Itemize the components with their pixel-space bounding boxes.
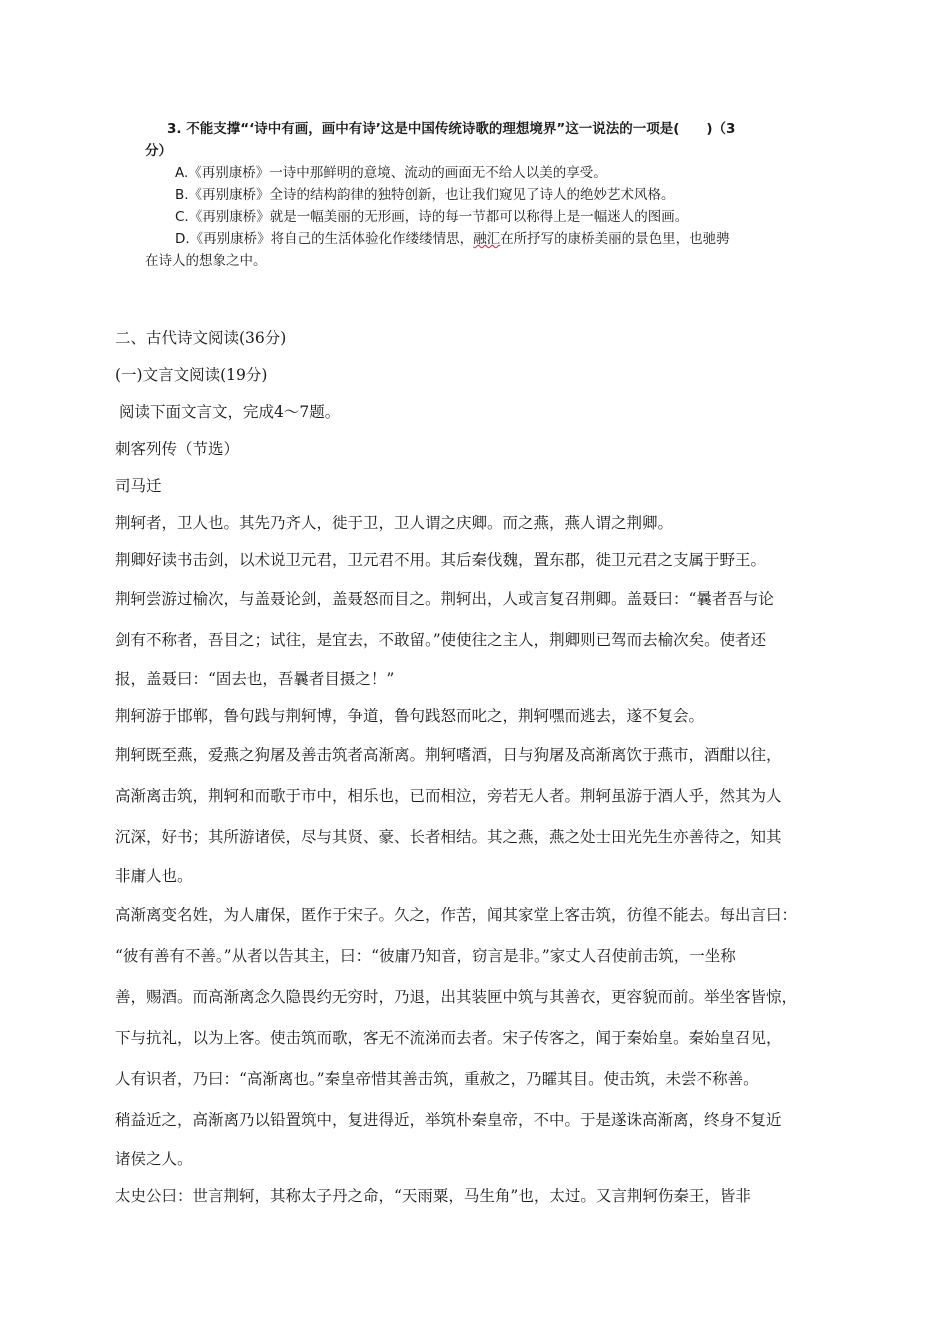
option-d-continued: 在诗人的想象之中。 (145, 253, 267, 269)
section-title: 二、古代诗文阅读(36分) (115, 329, 287, 347)
paragraph-5-line: 非庸人也。 (115, 867, 193, 885)
paragraph-6-line: “彼有善有不善。”从者以告其主，曰：“彼庸乃知音，窃言是非。”家丈人召使前击筑，一坐称 (115, 947, 736, 965)
paragraph-2: 荆卿好读书击剑，以术说卫元君，卫元君不用。其后秦伐魏，置东郡，徙卫元君之支属于野王。 (115, 551, 767, 569)
paragraph-6-line: 稍益近之，高渐离乃以铅置筑中，复进得近，举筑朴秦皇帝，不中。于是遂诛高渐离，终身不复近 (115, 1111, 782, 1129)
paragraph-7-line: 太史公曰：世言荆轲，其称太子丹之命，“天雨粟，马生角”也，太过。又言荆轲伤秦王，皆非 (115, 1187, 751, 1205)
paragraph-5-line: 荆轲既至燕，爱燕之狗屠及善击筑者高渐离。荆轲嗜酒，日与狗屠及高渐离饮于燕市，酒酣以往， (115, 746, 782, 764)
option-d (145, 228, 805, 250)
paragraph-3-line: 荆轲尝游过榆次，与盖聂论剑，盖聂怒而目之。荆轲出，人或言复召荆卿。盖聂曰：“曩者吾与论 (115, 590, 774, 608)
section-subtitle: (一)文言文阅读(19分) (115, 366, 268, 384)
paragraph-3-line: 剑有不称者，吾目之；试往，是宜去，不敢留。”使使往之主人，荆卿则已驾而去榆次矣。使者还 (115, 631, 767, 649)
text-title: 刺客列传（节选） (115, 440, 240, 458)
option-b: B.《再别康桥》全诗的结构韵律的独特创新，也让我们窥见了诗人的绝妙艺术风格。 (175, 187, 675, 203)
spellcheck-mark: 融汇 (473, 231, 501, 247)
option-d-text-cont: 在所抒写的康桥美丽的景色里，也驰骋 (500, 231, 730, 247)
paragraph-1: 荆轲者，卫人也。其先乃齐人，徙于卫，卫人谓之庆卿。而之燕，燕人谓之荆卿。 (115, 514, 674, 532)
question-3-stem-continued: 分） (145, 143, 172, 159)
paragraph-6-line: 诸侯之人。 (115, 1150, 193, 1168)
paragraph-5-line: 高渐离击筑，荆轲和而歌于市中，相乐也，已而相泣，旁若无人者。荆轲虽游于酒人乎，然其为人 (115, 787, 782, 805)
paragraph-4: 荆轲游于邯郸，鲁句践与荆轲博，争道，鲁句践怒而叱之，荆轲嘿而逃去，遂不复会。 (115, 707, 705, 725)
paragraph-5-line: 沉深，好书；其所游诸侯，尽与其贤、豪、长者相结。其之燕，燕之处士田光先生亦善待之，知其 (115, 828, 782, 846)
instruction: 阅读下面文言文，完成4～7题。 (119, 403, 341, 421)
reading-section (115, 320, 850, 1215)
paragraph-3-line: 报，盖聂曰：“固去也，吾曩者目摄之！” (115, 670, 395, 688)
paragraph-6-line: 人有识者，乃曰：“高渐离也。”秦皇帝惜其善击筑，重赦之，乃矐其目。使击筑，未尝不称善。 (115, 1070, 759, 1088)
paragraph-6-line: 高渐离变名姓，为人庸保，匿作于宋子。久之，作苦，闻其家堂上客击筑，彷徨不能去。每出言曰： (115, 906, 798, 924)
author: 司马迁 (115, 477, 162, 495)
option-d-text: D.《再别康桥》将自己的生活体验化作缕缕情思， (175, 231, 474, 247)
paragraph-6-line: 下与抗礼，以为上客。使击筑而歌，客无不流涕而去者。宋子传客之，闻于秦始皇。秦始皇召见， (115, 1029, 782, 1047)
option-a: A.《再别康桥》一诗中那鲜明的意境、流动的画面无不给人以美的享受。 (175, 165, 607, 181)
option-c: C.《再别康桥》就是一幅美丽的无形画，诗的每一节都可以称得上是一幅迷人的图画。 (175, 209, 689, 225)
paragraph-6-line: 善，赐酒。而高渐离念久隐畏约无穷时，乃退，出其装匣中筑与其善衣，更容貌而前。举坐客皆惊， (115, 988, 798, 1006)
question-3 (145, 118, 805, 272)
question-3-stem: 3. 不能支撑“‘诗中有画，画中有诗’这是中国传统诗歌的理想境界”这一说法的一项是( )（3 (167, 121, 736, 137)
